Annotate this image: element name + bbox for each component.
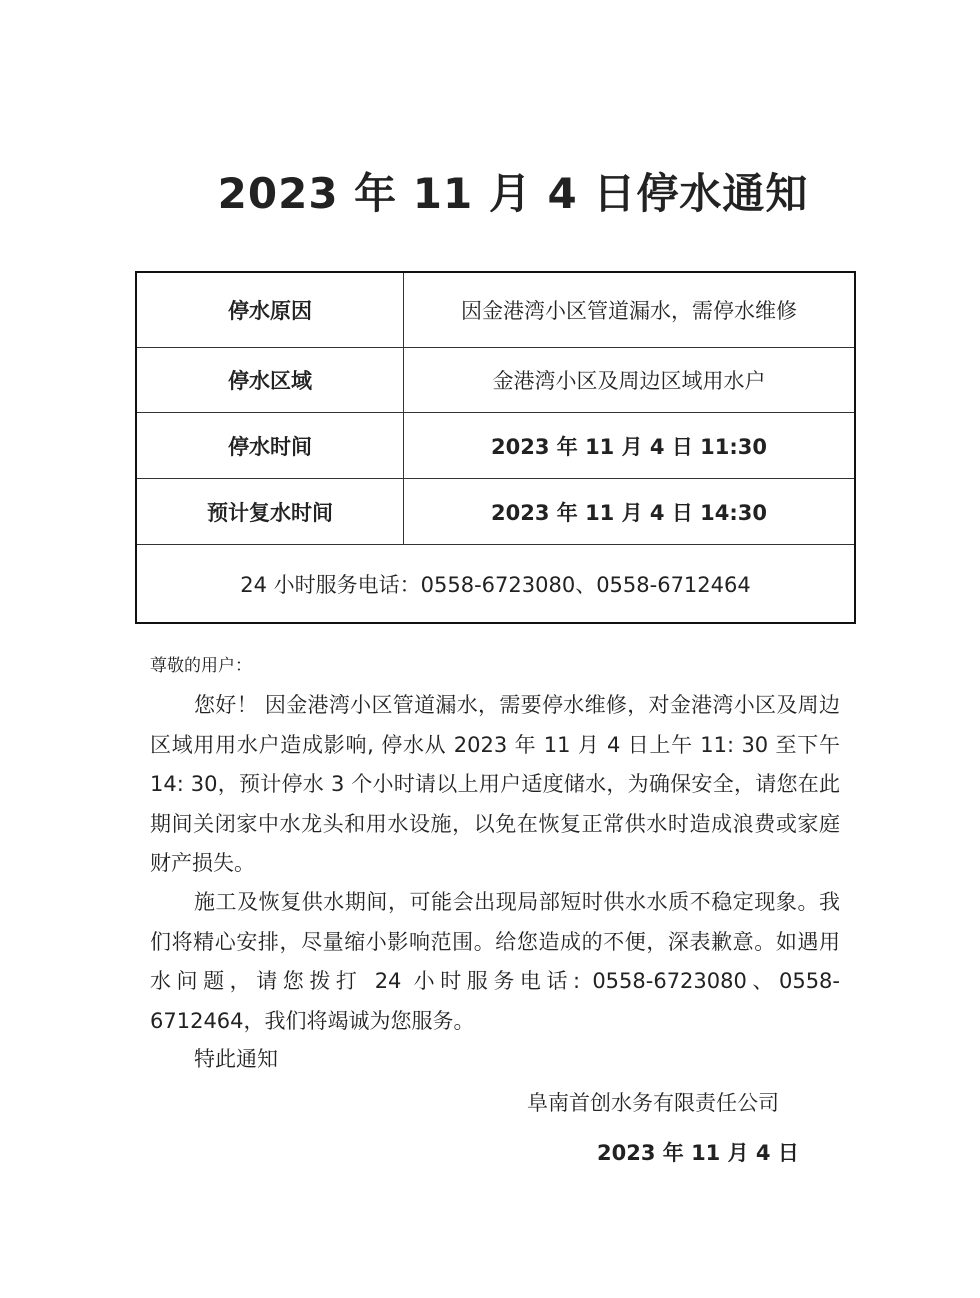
notice-title: 2023 年 11 月 4 日停水通知 — [217, 169, 809, 218]
salutation: 尊敬的用户： — [150, 656, 252, 676]
table-row — [136, 348, 855, 413]
table-row — [136, 272, 855, 348]
restore-time-label: 预计复水时间 — [136, 479, 404, 545]
signature-date: 2023 年 11 月 4 日 — [597, 1141, 799, 1165]
restore-time-value: 2023 年 11 月 4 日 14:30 — [404, 479, 856, 545]
hotline-cell: 24 小时服务电话：0558-6723080、0558-6712464 — [136, 545, 855, 624]
table-row — [136, 413, 855, 479]
closing-line: 特此通知 — [194, 1047, 278, 1071]
table-row — [136, 479, 855, 545]
outage-time-value: 2023 年 11 月 4 日 11:30 — [404, 413, 856, 479]
table-row — [136, 545, 855, 624]
outage-time-label: 停水时间 — [136, 413, 404, 479]
area-label: 停水区域 — [136, 348, 404, 413]
notice-info-table — [135, 271, 856, 624]
body-paragraph-1: 您好！ 因金港湾小区管道漏水，需要停水维修，对金港湾小区及周边区域用用水户造成影响, 停水从 2023 年 11 月 4 日上午 11: 30 至下午 14: 30，预计停水 3 个小时请以上用户适度储水，为确保安全，请您在此期间关闭家中水龙头和用水设施，以免在恢复正常供水时造成浪费或家庭财产损失。 — [150, 693, 840, 875]
area-value: 金港湾小区及周边区域用水户 — [404, 348, 856, 413]
company-signature: 阜南首创水务有限责任公司 — [527, 1091, 779, 1115]
reason-label: 停水原因 — [136, 272, 404, 348]
body-paragraph-2: 施工及恢复供水期间，可能会出现局部短时供水水质不稳定现象。我们将精心安排，尽量缩小影响范围。给您造成的不便，深表歉意。如遇用水问题，请您拨打 24 小时服务电话: 0558-6723080、0558-6712464，我们将竭诚为您服务。 — [150, 890, 840, 1033]
reason-value: 因金港湾小区管道漏水，需停水维修 — [404, 272, 856, 348]
